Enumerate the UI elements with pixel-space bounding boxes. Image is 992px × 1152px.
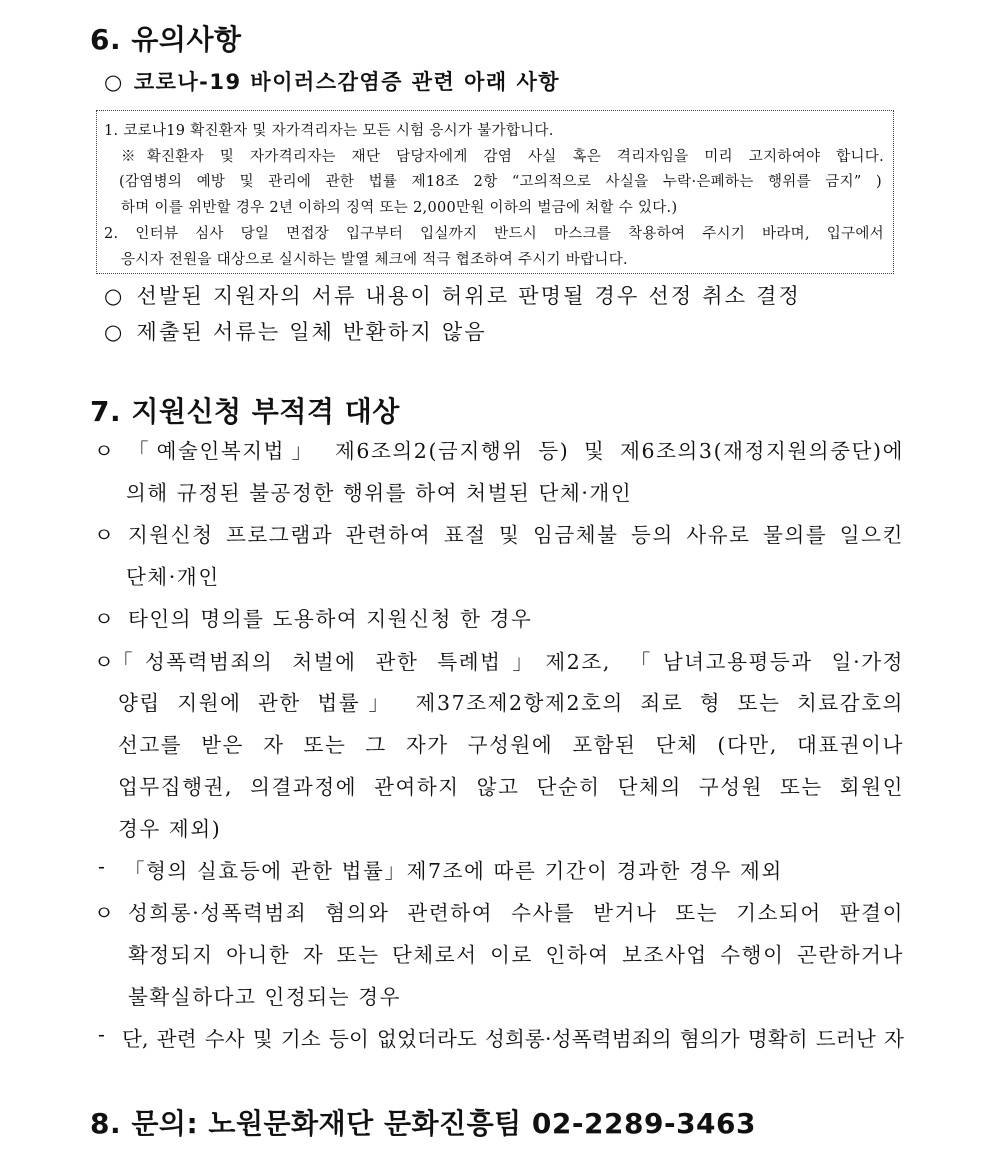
- notice-line-3: (감염병의 예방 및 관리에 관한 법률 제18조 2항 “고의적으로 사실을 누락·은폐하는 행위를 금지” ): [119, 174, 882, 190]
- section-7-heading: 7. 지원신청 부적격 대상: [90, 395, 400, 428]
- intro-text: 코로나-19 바이러스감염증 관련 아래 사항: [133, 70, 561, 94]
- notice-line-1: 1. 코로나19 확진환자 및 자가격리자는 모든 시험 응시가 불가합니다.: [104, 123, 554, 139]
- section-8-contact-heading: 8. 문의: 노원문화재단 문화진흥팀 02-2289-3463: [90, 1107, 757, 1140]
- notice-line-6: 응시자 전원을 대상으로 실시하는 발열 체크에 적극 협조하여 주시기 바랍니다.: [121, 252, 628, 268]
- s7-dash-11: -: [98, 854, 107, 878]
- notice-line-5: 2. 인터뷰 심사 당일 면접장 입구부터 입실까지 반드시 마스크를 착용하여 주시기 바라며, 입구에서: [104, 226, 884, 242]
- s7-marker-5: ㅇ: [94, 607, 116, 631]
- s7-line-2: 의해 규정된 불공정한 행위를 하여 처벌된 단체·개인: [126, 481, 633, 505]
- s7-line-12: 성희롱·성폭력범죄 혐의와 관련하여 수사를 받거나 또는 기소되어 판결이: [128, 901, 904, 925]
- s7-line-8: 선고를 받은 자 또는 그 자가 구성원에 포함된 단체 (다만, 대표권이나: [118, 733, 904, 757]
- item-text: 선발된 지원자의 서류 내용이 허위로 판명될 경우 선정 취소 결정: [136, 284, 802, 308]
- s7-marker-6: ㅇ: [94, 650, 116, 674]
- section-6-intro: [104, 66, 560, 96]
- s7-line-1: 「예술인복지법」 제6조의2(금지행위 등) 및 제6조의3(재정지원의중단)에: [128, 439, 904, 463]
- circle-bullet-icon: ○: [104, 320, 125, 344]
- item-text: 제출된 서류는 일체 반환하지 않음: [136, 320, 487, 344]
- circle-bullet-icon: ○: [104, 284, 125, 308]
- circle-bullet-icon: ○: [104, 70, 124, 94]
- s7-marker-1: ㅇ: [94, 439, 116, 463]
- s7-marker-3: ㅇ: [94, 523, 116, 547]
- s7-line-10: 경우 제외): [118, 817, 222, 841]
- notice-line-4: 하며 이를 위반할 경우 2년 이하의 징역 또는 2,000만원 이하의 벌금에 처할 수 있다.): [121, 200, 678, 216]
- s7-line-4: 단체·개인: [126, 565, 220, 589]
- section-6-item-1: [104, 280, 801, 310]
- s7-line-13: 확정되지 아니한 자 또는 단체로서 이로 인하여 보조사업 수행이 곤란하거나: [128, 943, 904, 967]
- section-6-item-2: [104, 316, 487, 346]
- s7-line-11: 「형의 실효등에 관한 법률」제7조에 따른 기간이 경과한 경우 제외: [124, 859, 783, 883]
- s7-marker-12: ㅇ: [94, 901, 116, 925]
- s7-line-6: 「성폭력범죄의 처벌에 관한 특례법」제2조, 「남녀고용평등과 일·가정: [112, 650, 904, 674]
- s7-dash-15: -: [98, 1022, 107, 1046]
- s7-line-14: 불확실하다고 인정되는 경우: [128, 985, 402, 1009]
- s7-line-5: 타인의 명의를 도용하여 지원신청 한 경우: [128, 607, 533, 631]
- s7-line-15: 단, 관련 수사 및 기소 등이 없었더라도 성희롱·성폭력범죄의 혐의가 명확히 드러난 자: [122, 1027, 904, 1051]
- s7-line-7: 양립 지원에 관한 법률」 제37조제2항제2호의 죄로 형 또는 치료감호의: [118, 691, 904, 715]
- notice-line-2: ※확진환자 및 자가격리자는 재단 담당자에게 감염 사실 혹은 격리자임을 미리 고지하여야 합니다.: [121, 149, 884, 165]
- s7-line-3: 지원신청 프로그램과 관련하여 표절 및 임금체불 등의 사유로 물의를 일으킨: [128, 523, 904, 547]
- section-6-heading: 6. 유의사항: [90, 23, 242, 56]
- s7-line-9: 업무집행권, 의결과정에 관여하지 않고 단순히 단체의 구성원 또는 회원인: [118, 775, 904, 799]
